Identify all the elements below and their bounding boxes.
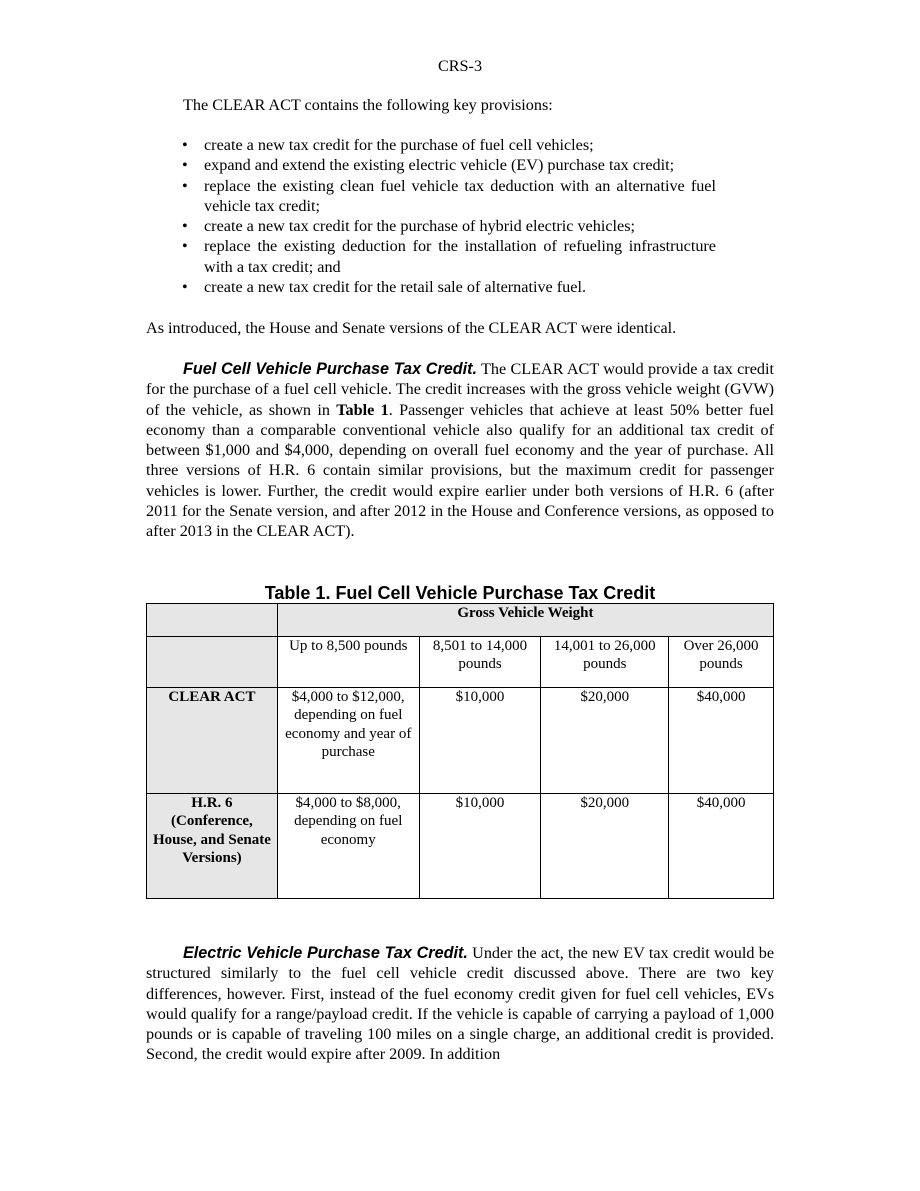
bullet-icon: •	[182, 278, 188, 297]
column-header: 8,501 to 14,000 pounds	[419, 637, 541, 688]
provisions-list	[182, 135, 716, 297]
table-cell: $4,000 to $8,000, depending on fuel economy	[277, 794, 419, 899]
list-item: • replace the existing clean fuel vehicle tax deduction with an alternative fuel vehicle tax credit;	[182, 176, 716, 215]
gvw-header: Gross Vehicle Weight	[277, 604, 773, 637]
table-corner-cell	[147, 604, 278, 637]
table-row	[147, 688, 774, 794]
table-row	[147, 637, 774, 688]
list-item: • create a new tax credit for the retail sale of alternative fuel.	[182, 278, 586, 297]
bullet-icon: •	[182, 156, 188, 175]
section-heading-electric-vehicle: Electric Vehicle Purchase Tax Credit.	[183, 944, 468, 962]
list-item: • expand and extend the existing electric vehicle (EV) purchase tax credit;	[182, 156, 675, 175]
summary-paragraph: As introduced, the House and Senate versions of the CLEAR ACT were identical.	[146, 319, 677, 337]
row-label: CLEAR ACT	[147, 688, 278, 794]
table-cell: $4,000 to $12,000, depending on fuel economy and year of purchase	[277, 688, 419, 794]
provisions-intro: The CLEAR ACT contains the following key provisions:	[183, 96, 553, 114]
table-cell: $20,000	[541, 688, 669, 794]
row-label: H.R. 6 (Conference, House, and Senate Versions)	[147, 794, 278, 899]
table-row	[147, 794, 774, 899]
table-corner-cell	[147, 637, 278, 688]
column-header: 14,001 to 26,000 pounds	[541, 637, 669, 688]
table-cell: $20,000	[541, 794, 669, 899]
table-row	[147, 604, 774, 637]
column-header: Up to 8,500 pounds	[277, 637, 419, 688]
section-heading-fuel-cell: Fuel Cell Vehicle Purchase Tax Credit.	[183, 360, 478, 378]
fuel-cell-paragraph: Fuel Cell Vehicle Purchase Tax Credit. The CLEAR ACT would provide a tax credit for the purchase of a fuel cell vehicle. The credit increases with the gross vehicle weight (GVW) of the vehicle, as shown in Table 1. Passenger vehicles that achieve at least 50% better fuel economy than a comparable conventional vehicle also qualify for an additional tax credit of between $1,000 and $4,000, depending on overall fuel economy and the year of purchase. All three versions of H.R. 6 contain similar provisions, but the maximum credit for passenger vehicles is lower. Further, the credit would expire earlier under both versions of H.R. 6 (after 2011 for the Senate version, and after 2012 in the House and Conference versions, as opposed to after 2013 in the CLEAR ACT).	[146, 360, 774, 541]
table-cell: $40,000	[669, 794, 774, 899]
page-number: CRS-3	[437, 57, 483, 75]
table-title: Table 1. Fuel Cell Vehicle Purchase Tax Credit	[264, 583, 656, 603]
list-item: • create a new tax credit for the purchase of hybrid electric vehicles;	[182, 217, 636, 236]
bullet-icon: •	[182, 237, 188, 256]
table-cell: $40,000	[669, 688, 774, 794]
column-header: Over 26,000 pounds	[669, 637, 774, 688]
bullet-icon: •	[182, 217, 188, 236]
table-cell: $10,000	[419, 794, 541, 899]
fuel-cell-credit-table	[146, 603, 774, 899]
bullet-icon: •	[182, 176, 188, 195]
table-reference: Table 1	[336, 400, 389, 419]
bullet-icon: •	[182, 136, 188, 154]
electric-vehicle-paragraph: Electric Vehicle Purchase Tax Credit. Under the act, the new EV tax credit would be structured similarly to the fuel cell vehicle credit discussed above. There are two key differences, however. First, instead of the fuel economy credit given for fuel cell vehicles, EVs would qualify for a range/payload credit. If the vehicle is capable of carrying a payload of 1,000 pounds or is capable of traveling 100 miles on a single charge, an additional credit is provided. Second, the credit would expire after 2009. In addition	[146, 944, 774, 1064]
list-item: • replace the existing deduction for the installation of refueling infrastructure with a tax credit; and	[182, 237, 716, 276]
list-item: • create a new tax credit for the purchase of fuel cell vehicles;	[182, 136, 594, 154]
table-cell: $10,000	[419, 688, 541, 794]
